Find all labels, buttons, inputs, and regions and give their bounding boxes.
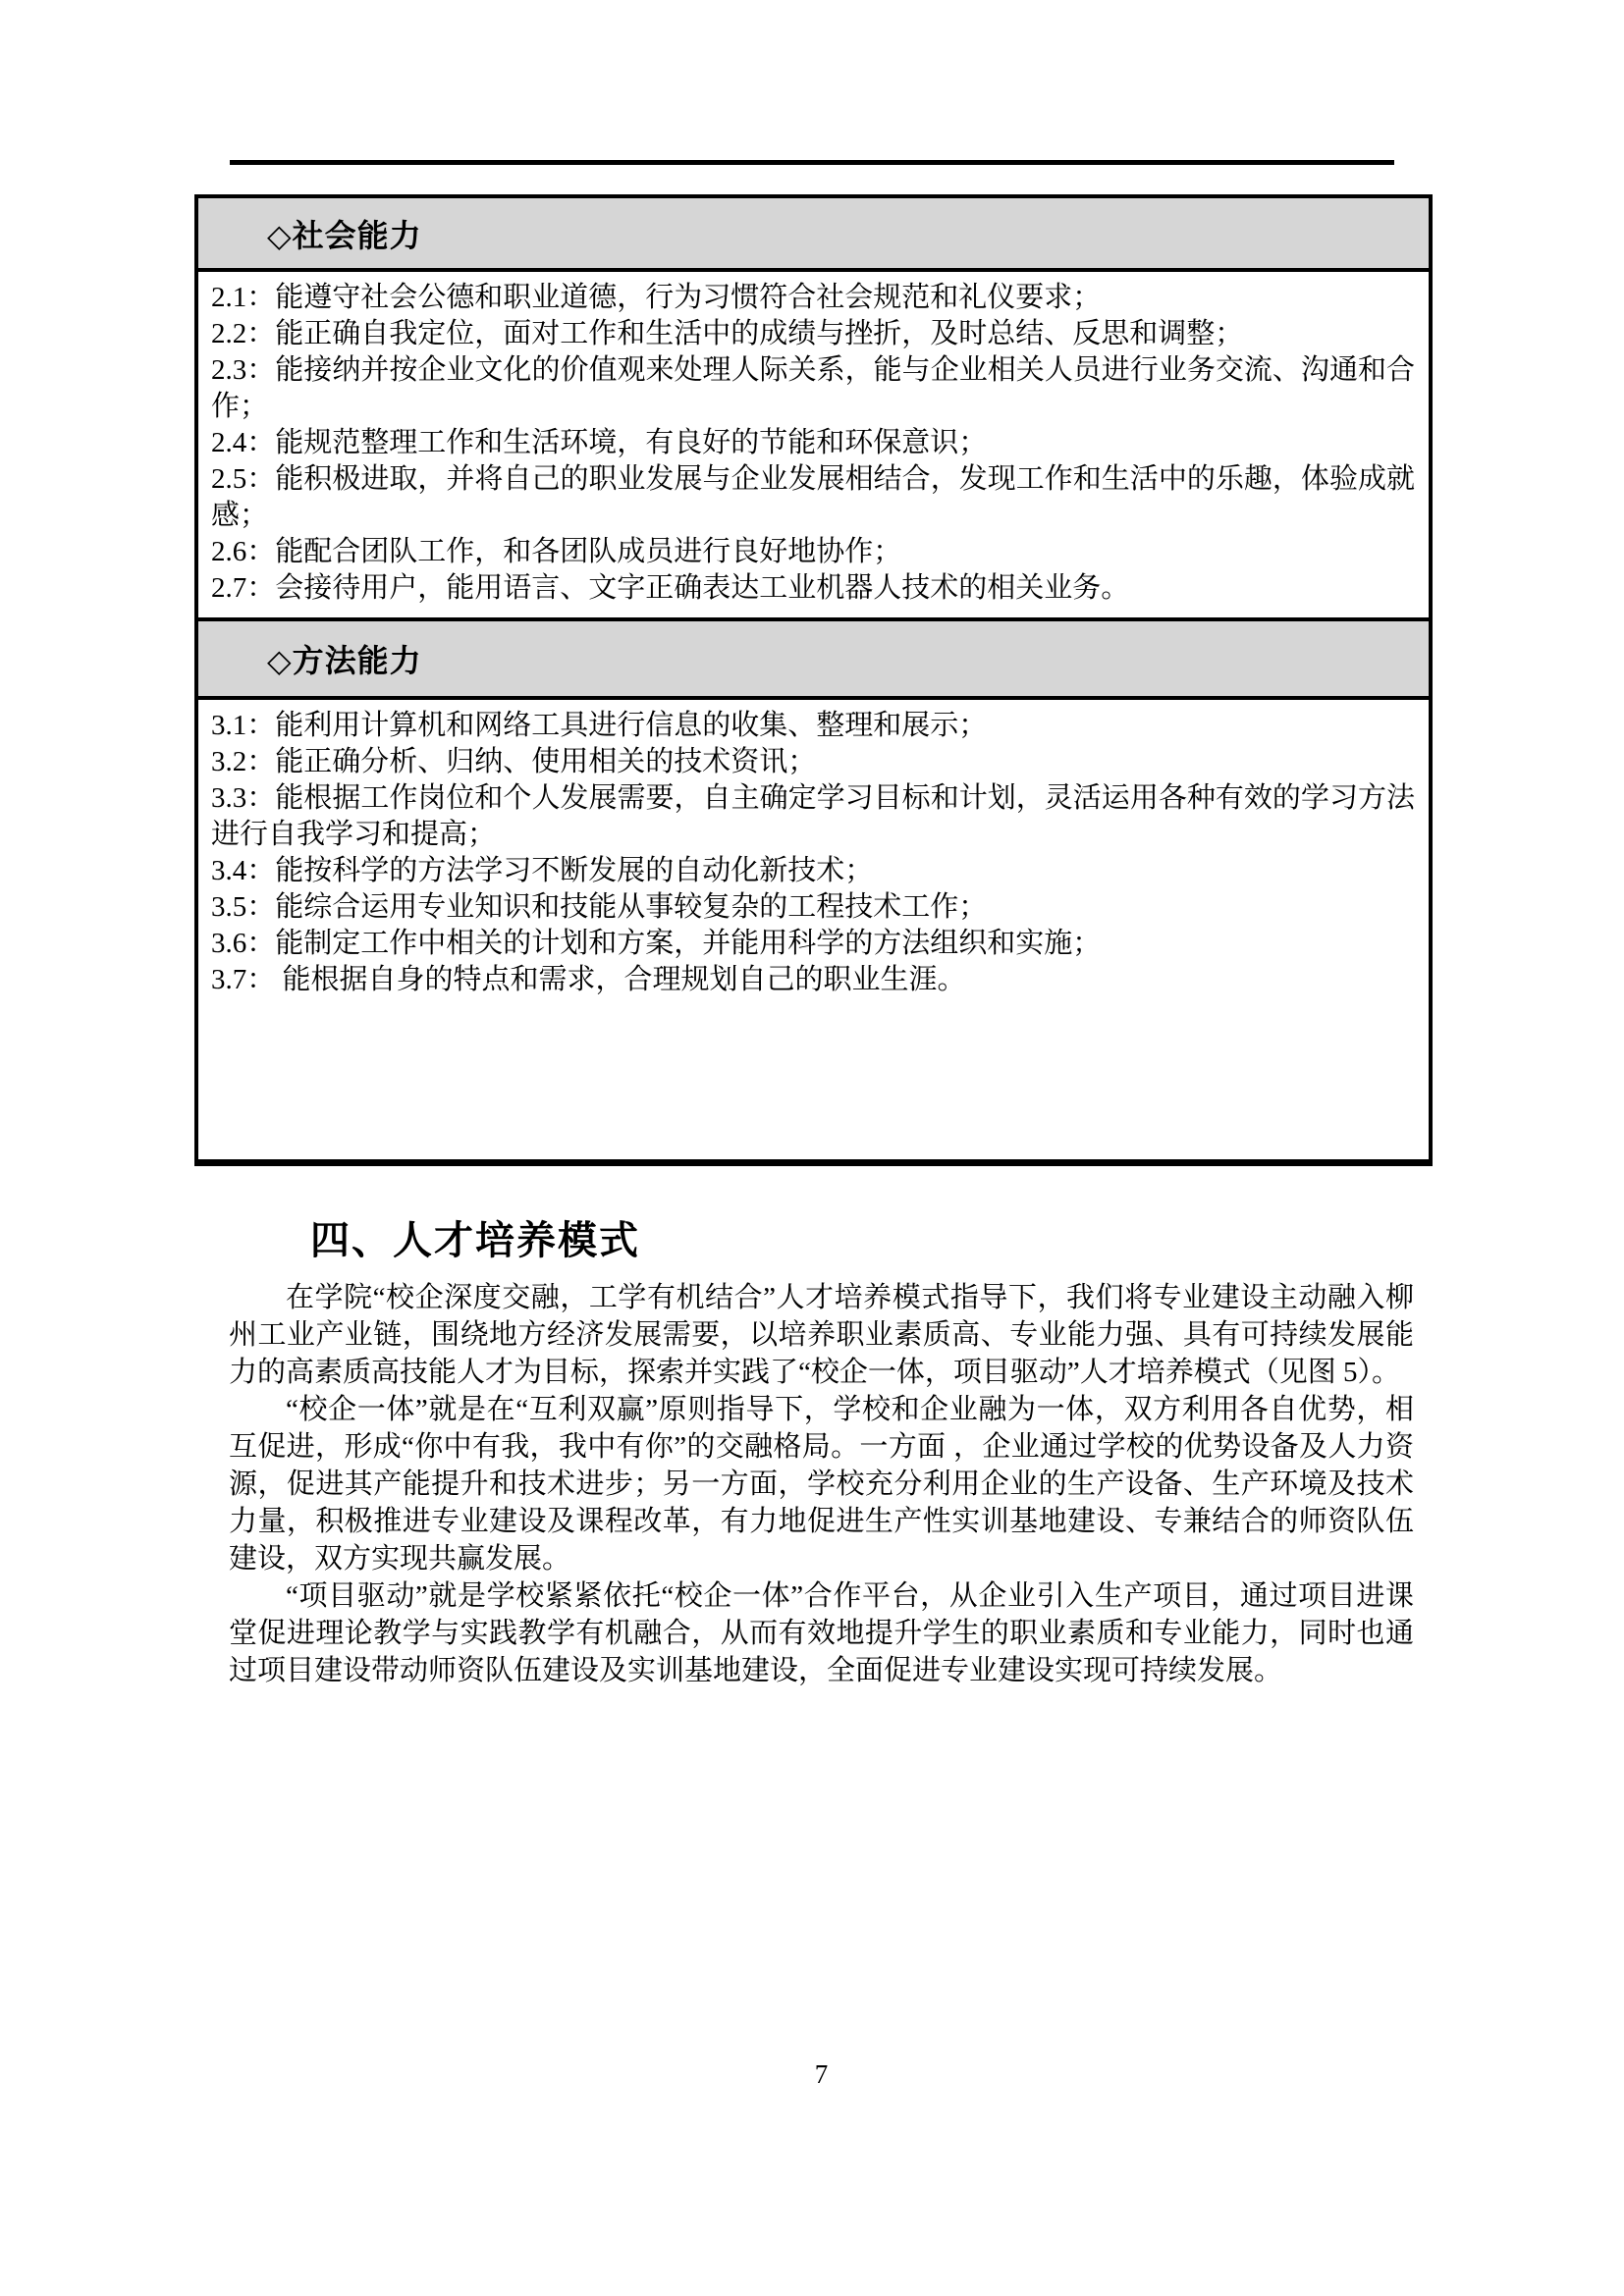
capability-item-3-1: 3.1：能利用计算机和网络工具进行信息的收集、整理和展示； xyxy=(211,710,988,741)
table-header-method-ability xyxy=(198,621,1429,700)
capability-item-2-3: 2.3：能接纳并按企业文化的价值观来处理人际关系，能与企业相关人员进行业务交流、沟通和合作； xyxy=(211,354,1415,422)
capability-item-2-4: 2.4：能规范整理工作和生活环境，有良好的节能和环保意识； xyxy=(211,427,988,458)
paragraph-school-enterprise: “校企一体”就是在“互利双赢”原则指导下，学校和企业融为一体，双方利用各自优势，相互促进，形成“你中有我，我中有你”的交融格局。一方面 ，企业通过学校的优势设备及人力资源，促进其产能提升和技术进步；另一方面，学校充分利用企业的生产设备、生产环境及技术力量，积极推进专业建设及课程改革，有力地促进生产性实训基地建设、专兼结合的师资队伍建设，双方实现共赢发展。 xyxy=(229,1394,1414,1575)
method-ability-title: ◇方法能力 xyxy=(267,643,422,678)
social-ability-title: ◇社会能力 xyxy=(267,217,422,253)
section-heading-talent-model: 四、人才培养模式 xyxy=(310,1219,640,1262)
page-number: 7 xyxy=(814,2059,829,2089)
capability-item-2-7: 2.7：会接待用户，能用语言、文字正确表达工业机器人技术的相关业务。 xyxy=(211,572,1130,604)
capability-item-3-6: 3.6：能制定工作中相关的计划和方案，并能用科学的方法组织和实施； xyxy=(211,928,1102,959)
table-body-social-ability xyxy=(198,272,1429,621)
table-body-method-ability xyxy=(198,700,1429,1159)
body-paragraphs xyxy=(229,1279,1414,1689)
capability-item-3-7: 3.7： 能根据自身的特点和需求，合理规划自己的职业生涯。 xyxy=(211,964,966,995)
paragraph-project-driven: “项目驱动”就是学校紧紧依托“校企一体”合作平台，从企业引入生产项目，通过项目进课堂促进理论教学与实践教学有机融合，从而有效地提升学生的职业素质和专业能力，同时也通过项目建设带动师资队伍建设及实训基地建设，全面促进专业建设实现可持续发展。 xyxy=(229,1580,1414,1686)
capability-item-2-2: 2.2：能正确自我定位，面对工作和生活中的成绩与挫折，及时总结、反思和调整； xyxy=(211,318,1244,349)
page-header-rule xyxy=(230,160,1394,165)
table-header-social-ability xyxy=(198,198,1429,272)
capability-item-3-3: 3.3：能根据工作岗位和个人发展需要，自主确定学习目标和计划，灵活运用各种有效的学习方法进行自我学习和提高； xyxy=(211,782,1415,850)
capability-item-3-5: 3.5：能综合运用专业知识和技能从事较复杂的工程技术工作； xyxy=(211,891,988,923)
capability-item-3-4: 3.4：能按科学的方法学习不断发展的自动化新技术； xyxy=(211,855,874,886)
capability-item-3-2: 3.2：能正确分析、归纳、使用相关的技术资讯； xyxy=(211,746,817,777)
paragraph-intro: 在学院“校企深度交融，工学有机结合”人才培养模式指导下，我们将专业建设主动融入柳州工业产业链，围绕地方经济发展需要，以培养职业素质高、专业能力强、具有可持续发展能力的高素质高技能人才为目标，探索并实践了“校企一体，项目驱动”人才培养模式（见图 5）。 xyxy=(229,1282,1414,1388)
capability-table xyxy=(194,194,1433,1166)
capability-item-2-6: 2.6：能配合团队工作，和各团队成员进行良好地协作； xyxy=(211,536,902,567)
capability-item-2-5: 2.5：能积极进取，并将自己的职业发展与企业发展相结合，发现工作和生活中的乐趣，体验成就感； xyxy=(211,463,1415,531)
capability-item-2-1: 2.1：能遵守社会公德和职业道德，行为习惯符合社会规范和礼仪要求； xyxy=(211,282,1102,313)
